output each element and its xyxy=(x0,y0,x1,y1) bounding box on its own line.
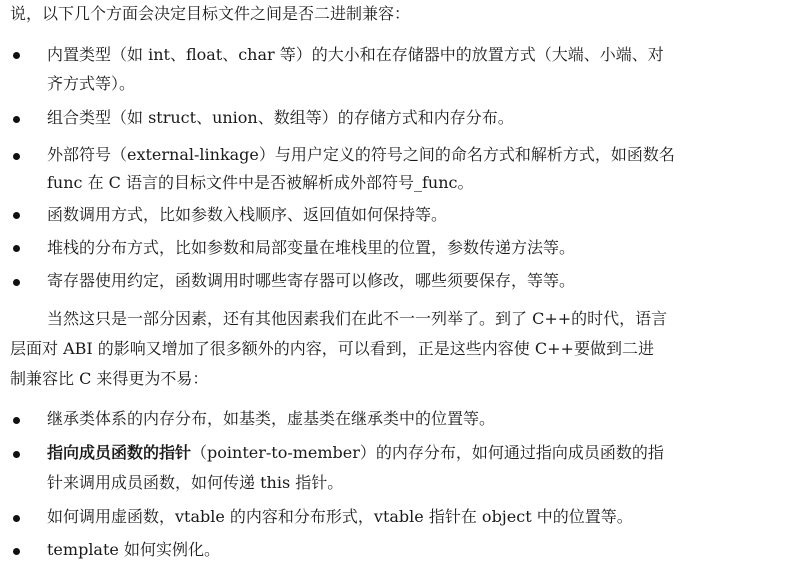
bullet-marker xyxy=(13,52,20,59)
bullet-marker xyxy=(13,116,20,123)
list-item-4: 函数调用方式，比如参数入栈顺序、返回值如何保持等。 xyxy=(47,205,448,224)
list2-item-2-rest: （pointer-to-member）的内存分布，如何通过指向成员函数的指 xyxy=(191,443,664,462)
list-item-1-line-1: 内置类型（如 int、float、char 等）的大小和在存储器中的放置方式（大端、小端、对 xyxy=(47,45,664,64)
bullet-marker xyxy=(13,451,20,458)
list-item-6: 寄存器使用约定，函数调用时哪些寄存器可以修改，哪些须要保存，等等。 xyxy=(47,271,576,290)
list2-item-4: template 如何实例化。 xyxy=(47,540,220,559)
list2-item-1: 继承类体系的内存分布，如基类，虚基类在继承类中的位置等。 xyxy=(47,409,496,428)
paragraph-line-3: 制兼容比 C 来得更为不易： xyxy=(10,369,209,388)
list-item-5: 堆栈的分布方式，比如参数和局部变量在堆栈里的位置，参数传递方法等。 xyxy=(47,238,576,257)
list-item-3-line-1: 外部符号（external-linkage）与用户定义的符号之间的命名方式和解析方式，如函数名 xyxy=(47,145,675,164)
bullet-marker xyxy=(13,515,20,522)
paragraph-line-1: 当然这只是一部分因素，还有其他因素我们在此不一一列举了。到了 C++的时代，语言 xyxy=(47,309,668,328)
list2-item-2-line-2: 针来调用成员函数，如何传递 this 指针。 xyxy=(47,473,344,492)
list2-item-3: 如何调用虚函数，vtable 的内容和分布形式，vtable 指针在 object 中的位置等。 xyxy=(47,507,633,526)
bullet-marker xyxy=(13,153,20,160)
list-item-2: 组合类型（如 struct、union、数组等）的存储方式和内存分布。 xyxy=(47,108,514,127)
bullet-marker xyxy=(13,279,20,286)
list2-item-2-line-1 xyxy=(47,443,664,463)
bullet-marker xyxy=(13,212,20,219)
intro-line: 说，以下几个方面会决定目标文件之间是否二进制兼容： xyxy=(10,4,411,23)
list-item-3-line-2: func 在 C 语言的目标文件中是否被解析成外部符号_func。 xyxy=(47,173,474,192)
bold-term: 指向成员函数的指针 xyxy=(47,443,192,462)
bullet-marker xyxy=(13,548,20,555)
bullet-marker xyxy=(13,417,20,424)
list-item-1-line-2: 齐方式等）。 xyxy=(47,74,136,93)
bullet-marker xyxy=(13,245,20,252)
paragraph-line-2: 层面对 ABI 的影响又增加了很多额外的内容，可以看到，正是这些内容使 C++要做到二进 xyxy=(10,339,654,358)
